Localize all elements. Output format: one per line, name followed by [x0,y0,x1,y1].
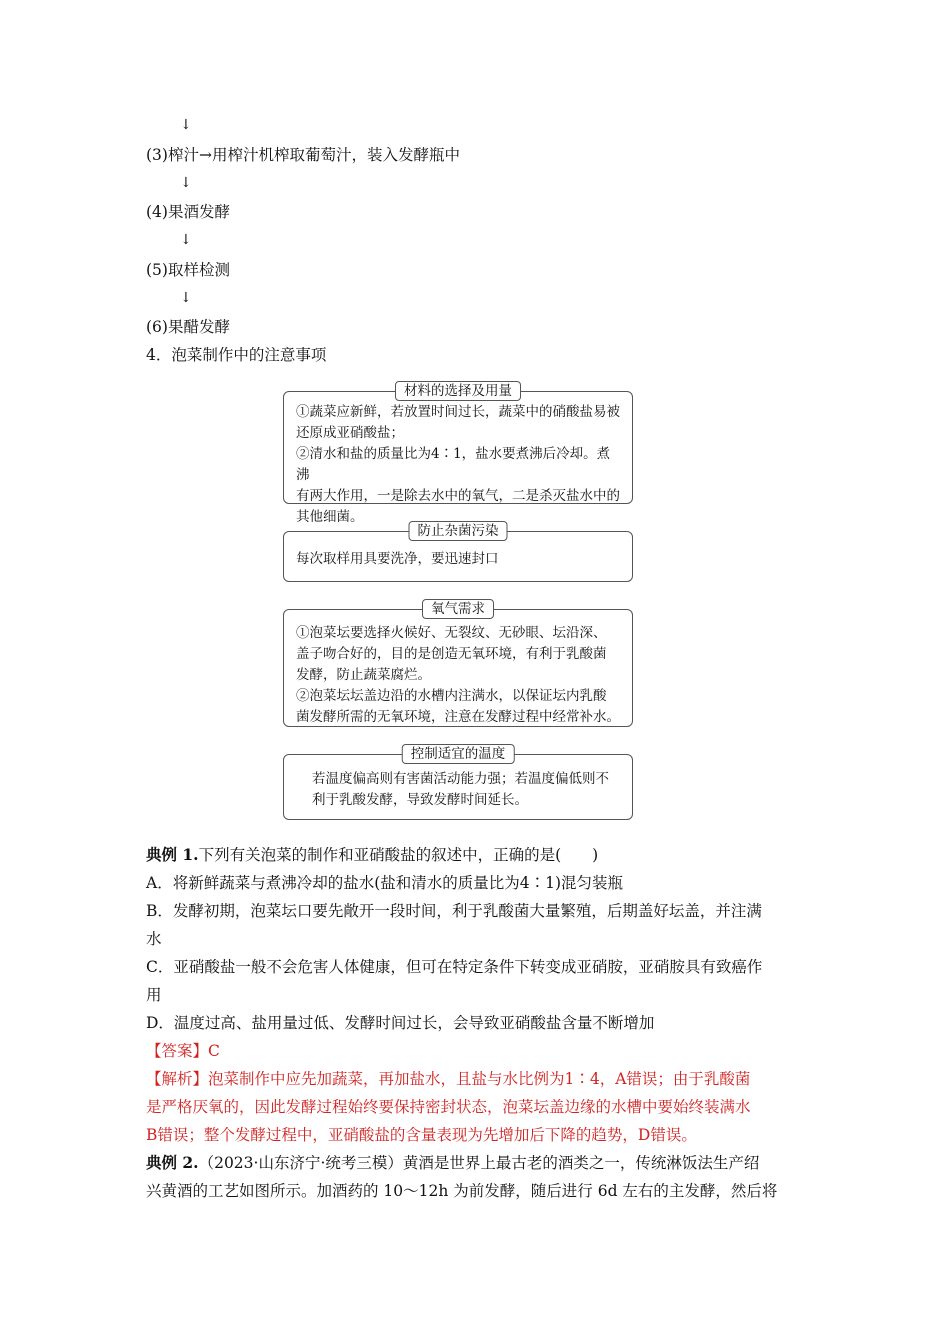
option-b: B．发酵初期，泡菜坛口要先敞开一段时间，利于乳酸菌大量繁殖，后期盖好坛盖，并注满 [146,902,762,920]
box-line: 盖子吻合好的，目的是创造无氧环境，有利于乳酸菌 [296,646,607,662]
box-line: ②泡菜坛坛盖边沿的水槽内注满水，以保证坛内乳酸 [296,688,607,704]
box-title: 材料的选择及用量 [395,381,521,401]
example-2-text: （2023·山东济宁·统考三模）黄酒是世界上最古老的酒类之一，传统淋饭法生产绍 [198,1154,760,1172]
option-c: C．亚硝酸盐一般不会危害人体健康，但可在特定条件下转变成亚硝胺，亚硝胺具有致癌作 [146,958,763,976]
box-title: 氧气需求 [422,599,494,619]
example-1 [146,841,811,1205]
option-d: D．温度过高、盐用量过低、发酵时间过长，会导致亚硝酸盐含量不断增加 [146,1014,655,1032]
box-line: ①泡菜坛要选择火候好、无裂纹、无砂眼、坛沿深、 [296,625,607,641]
flow-step-4: (4)果酒发酵 [146,203,230,221]
oxygen-box [283,601,633,727]
analysis-line: 是严格厌氧的，因此发酵过程始终要保持密封状态，泡菜坛盖边缘的水槽中要始终装满水 [146,1098,751,1116]
box-line: 菌发酵所需的无氧环境，注意在发酵过程中经常补水。 [296,709,620,725]
box-line: 若温度偏高则有害菌活动能力强；若温度偏低则不 [312,771,609,787]
temperature-box [283,746,633,820]
box-line: 其他细菌。 [296,509,364,525]
box-line: 有两大作用，一是除去水中的氧气，二是杀灭盐水中的 [296,488,620,504]
box-line: ②清水和盐的质量比为4∶1，盐水要煮沸后冷却。煮沸 [296,446,611,483]
contamination-box [283,523,633,582]
flow-step-3: (3)榨汁→用榨汁机榨取葡萄汁，装入发酵瓶中 [146,146,460,164]
example-2-line: 兴黄酒的工艺如图所示。加酒药的 10～12h 为前发酵，随后进行 6d 左右的主发酵，然后将 [146,1182,778,1200]
flow-step-5: (5)取样检测 [146,261,230,279]
box-line: 发酵，防止蔬菜腐烂。 [296,667,431,683]
option-b-cont: 水 [146,930,162,948]
box-title: 防止杂菌污染 [409,521,508,541]
box-title: 控制适宜的温度 [402,744,515,764]
flow-step-6: (6)果醋发酵 [146,318,230,336]
example-1-question [146,841,811,869]
example-2-line [146,1149,811,1177]
analysis-line: 【解析】泡菜制作中应先加蔬菜，再加盐水，且盐与水比例为1∶4，A错误；由于乳酸菌 [146,1070,751,1088]
question-text: 下列有关泡菜的制作和亚硝酸盐的叙述中，正确的是( ) [198,846,599,864]
option-c-cont: 用 [146,986,162,1004]
flow-arrow: ↓ [180,117,192,133]
materials-box [283,383,633,525]
box-line: 利于乳酸发酵，导致发酵时间延长。 [312,792,528,808]
example-label: 典例 1. [146,845,199,864]
flow-arrow: ↓ [180,290,192,306]
option-a: A．将新鲜蔬菜与煮沸冷却的盐水(盐和清水的质量比为4∶1)混匀装瓶 [146,874,624,892]
section-title: 4．泡菜制作中的注意事项 [146,346,327,364]
box-line: 还原成亚硝酸盐； [296,425,404,441]
flow-arrow: ↓ [180,232,192,248]
analysis-line: B错误；整个发酵过程中，亚硝酸盐的含量表现为先增加后下降的趋势，D错误。 [146,1126,697,1144]
flow-arrow: ↓ [180,175,192,191]
box-line: ①蔬菜应新鲜，若放置时间过长，蔬菜中的硝酸盐易被 [296,404,620,420]
example-label: 典例 2. [146,1153,199,1172]
answer: 【答案】C [146,1042,220,1060]
box-line: 每次取样用具要洗净，要迅速封口 [296,551,499,567]
